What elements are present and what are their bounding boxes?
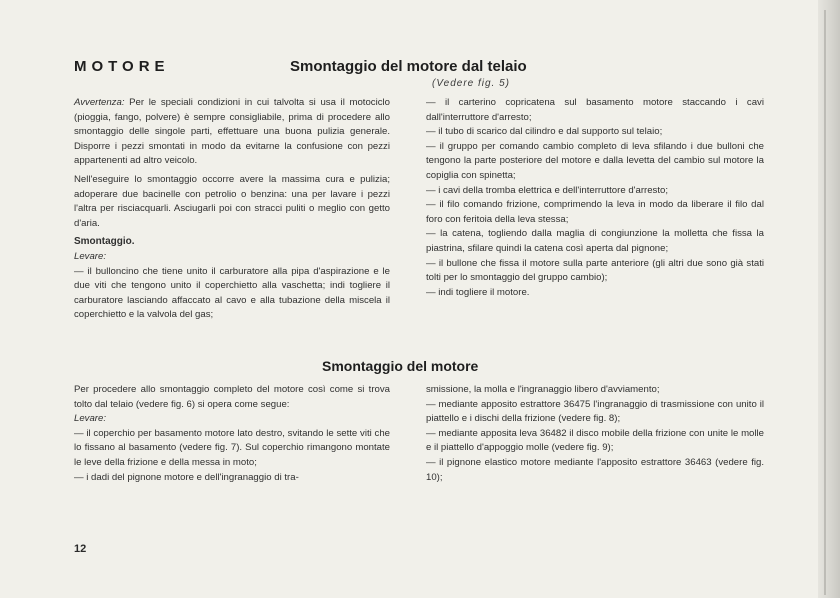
section-heading: Smontaggio del motore — [322, 358, 479, 374]
levare-label: Levare: — [74, 250, 106, 262]
list-item: — il filo comando frizione, comprimendo la leva in modo da liberare il filo dal foro con feritoia della leva stessa; — [426, 199, 764, 225]
cleaning-paragraph: Nell'eseguire lo smontaggio occorre avere la massima cura e pulizia; adoperare due bacinelle con petrolio o benzina: una per lavare i pezzi l'altra per risciacquarli. Asciugarli poi con stracci puliti o meglio con getto d'aria. — [74, 173, 390, 229]
levare-label: Levare: — [74, 413, 106, 425]
intro-paragraph: Per procedere allo smontaggio completo del motore così come si trova tolto dal telaio (vedere fig. 6) si opera come segue: — [74, 384, 390, 410]
list-item: — mediante apposita leva 36482 il disco mobile della frizione con unite le molle e il piattello d'appoggio molle (vedere fig. 9); — [426, 427, 764, 454]
list-item: — i cavi della tromba elettrica e dell'interruttore d'arresto; — [426, 184, 669, 196]
figure-reference: (Vedere fig. 5) — [432, 78, 510, 89]
warning-label: Avvertenza: — [74, 97, 125, 108]
column-left-bottom — [74, 383, 390, 485]
list-item: — il bullone che fissa il motore sulla parte anteriore (gli altri due sono già stati tolti per lo smontaggio del gruppo cambio); — [426, 257, 764, 284]
continuation-text: smissione, la molla e l'ingranaggio libero d'avviamento; — [426, 384, 660, 395]
list-item: — il coperchio per basamento motore lato destro, svitando le sette viti che lo fissano al basamento (vedere fig. 7). Sul coperchio rimangono montate le leve della frizione e della messa in moto; — [74, 427, 390, 468]
list-item: — la catena, togliendo dalla maglia di congiunzione la molletta che fissa la piastrina, sfilare quindi la catena così aperta dal pignone; — [426, 228, 764, 254]
column-left-top — [74, 96, 390, 323]
warning-paragraph — [74, 96, 390, 169]
list-item: — indi togliere il motore. — [426, 286, 530, 298]
list-item: — il gruppo per comando cambio completo di leva sfilando i due bulloni che tengono la parte posteriore del motore e dalla levetta del cambio sul motore la copiglia con spinetta; — [426, 140, 764, 181]
page-fold-line — [824, 10, 826, 595]
page-edge-shadow — [818, 0, 840, 598]
list-item: — il bulloncino che tiene unito il carburatore alla pipa d'aspirazione e le due viti che tengono unito il coperchietto alla vaschetta; indi togliere il carburatore lasciando affaccato al cavo e alla tubazione della miscela il coperchietto e la valvola del gas; — [74, 265, 390, 321]
subheading-smontaggio: Smontaggio. — [74, 236, 135, 248]
list-item: — il tubo di scarico dal cilindro e dal supporto sul telaio; — [426, 126, 663, 138]
page-number: 12 — [74, 543, 87, 555]
list-item: — i dadi del pignone motore e dell'ingranaggio di tra- — [74, 471, 299, 483]
page-title: Smontaggio del motore dal telaio — [290, 58, 527, 75]
list-item: — il carterino copricatena sul basamento motore staccando i cavi dall'interruttore d'arresto; — [426, 97, 764, 123]
column-right-bottom — [426, 383, 764, 485]
list-item: — il pignone elastico motore mediante l'apposito estrattore 36463 (vedere fig. 10); — [426, 456, 764, 483]
warning-text: Per le speciali condizioni in cui talvolta si usa il motociclo (pioggia, fango, polvere) è sempre consigliabile, prima di procedere allo smontaggio delle singole parti, effettuare una buona pulizia generale. Disporre i pezzi smontati in modo da evitarne la confusione con pezzi appartenenti ad altro veicolo. — [74, 97, 390, 167]
section-label: MOTORE — [74, 58, 170, 75]
list-item: — mediante apposito estrattore 36475 l'ingranaggio di trasmissione con unito il piattello e i dischi della frizione (vedere fig. 8); — [426, 398, 764, 425]
column-right-top — [426, 96, 764, 300]
